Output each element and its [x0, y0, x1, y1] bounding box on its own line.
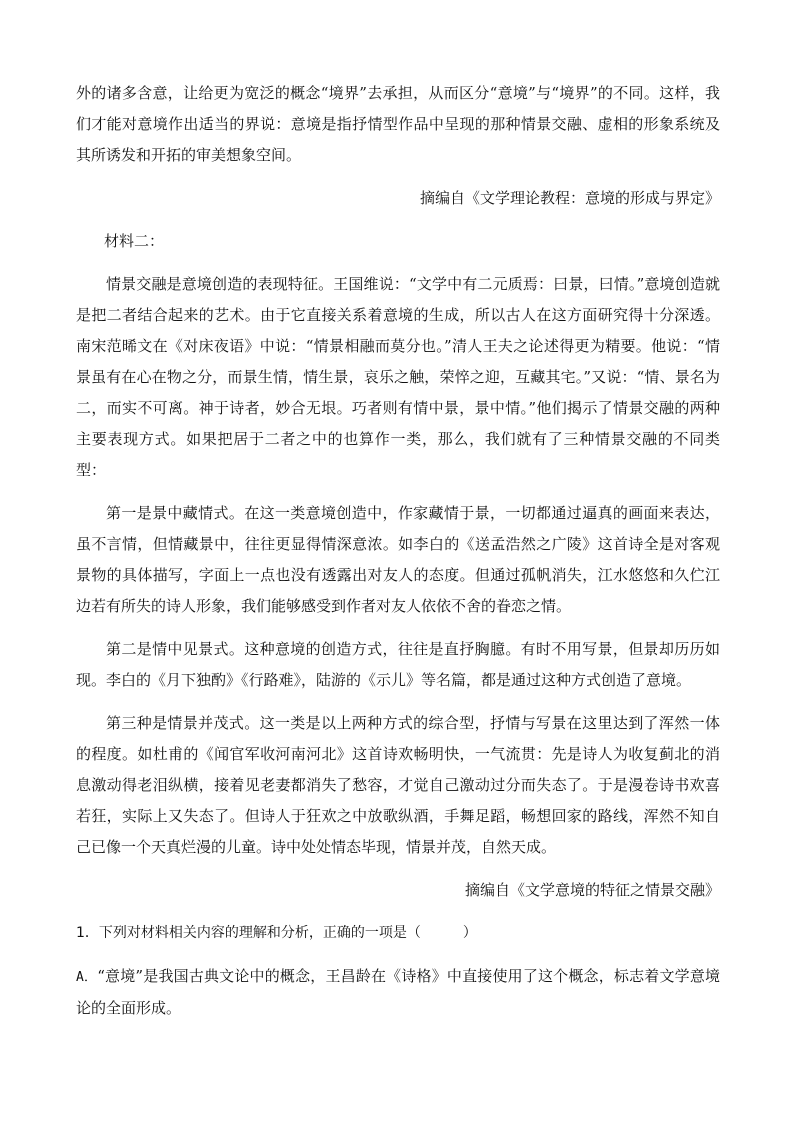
material2-paragraph: 第二是情中见景式。这种意境的创造方式，往往是直抒胸臆。有时不用写景，但景却历历如现。李白的《月下独酌》《行路难》，陆游的《示儿》等名篇，都是通过这种方式创造了意境。 [76, 640, 720, 689]
material2-paragraph: 第三种是情景并茂式。这一类是以上两种方式的综合型，抒情与写景在这里达到了浑然一体的程度。如杜甫的《闻官军收河南河北》这首诗欢畅明快，一气流贯：先是诗人为收复蓟北的消息激动得老泪纵横，接着见老妻都消失了愁容，才觉自己激动过分而失态了。于是漫卷诗书欢喜若狂，实际上又失态了。但诗人于狂欢之中放歌纵酒，手舞足蹈，畅想回家的路线，浑然不知自己已像一个天真烂漫的儿童。诗中处处情态毕现，情景并茂，自然天成。 [76, 714, 720, 856]
material1-continuation: 外的诸多含意，让给更为宽泛的概念“境界”去承担，从而区分“意境”与“境界”的不同。这样，我们才能对意境作出适当的界说：意境是指抒情型作品中呈现的那种情景交融、虚相的形象系统及其所诱发和开拓的审美想象空间。 [76, 84, 720, 164]
material1-source: 摘编自《文学理论教程：意境的形成与界定》 [419, 189, 720, 207]
material2-source: 摘编自《文学意境的特征之情景交融》 [464, 881, 720, 899]
option-letter: A． [76, 970, 98, 985]
material2-heading: 材料二： [104, 232, 165, 250]
option-text: “意境”是我国古典文论中的概念，王昌龄在《诗格》中直接使用了这个概念，标志着文学意境论的全面形成。 [76, 967, 721, 1017]
material2-paragraph: 第一是景中藏情式。在这一类意境创造中，作家藏情于景，一切都通过逼真的画面来表达，虽不言情，但情藏景中，往往更显得情深意浓。如李白的《送孟浩然之广陵》这首诗全是对客观景物的具体描写，字面上一点也没有透露出对友人的态度。但通过孤帆消失，江水悠悠和久伫江边若有所失的诗人形象，我们能够感受到作者对友人依依不舍的眷恋之情。 [76, 504, 720, 615]
document-page [76, 78, 720, 1024]
option-a[interactable] [76, 961, 720, 1024]
material2-paragraph: 情景交融是意境创造的表现特征。王国维说：“文学中有二元质焉：曰景，曰情。”意境创造就是把二者结合起来的艺术。由于它直接关系着意境的生成，所以古人在这方面研究得十分深透。南宋范晞文在《对床夜语》中说：“情景相融而莫分也。”清人王夫之论述得更为精要。他说：“情景虽有在心在物之分，而景生情，情生景，哀乐之触，荣悴之迎，互藏其宅。”又说：“情、景名为二，而实不可离。神于诗者，妙合无垠。巧者则有情中景，景中情。”他们揭示了情景交融的两种主要表现方式。如果把居于二者之中的也算作一类，那么，我们就有了三种情景交融的不同类型： [76, 275, 720, 479]
question-stem: 1．下列对材料相关内容的理解和分析，正确的一项是（ ） [76, 925, 477, 941]
